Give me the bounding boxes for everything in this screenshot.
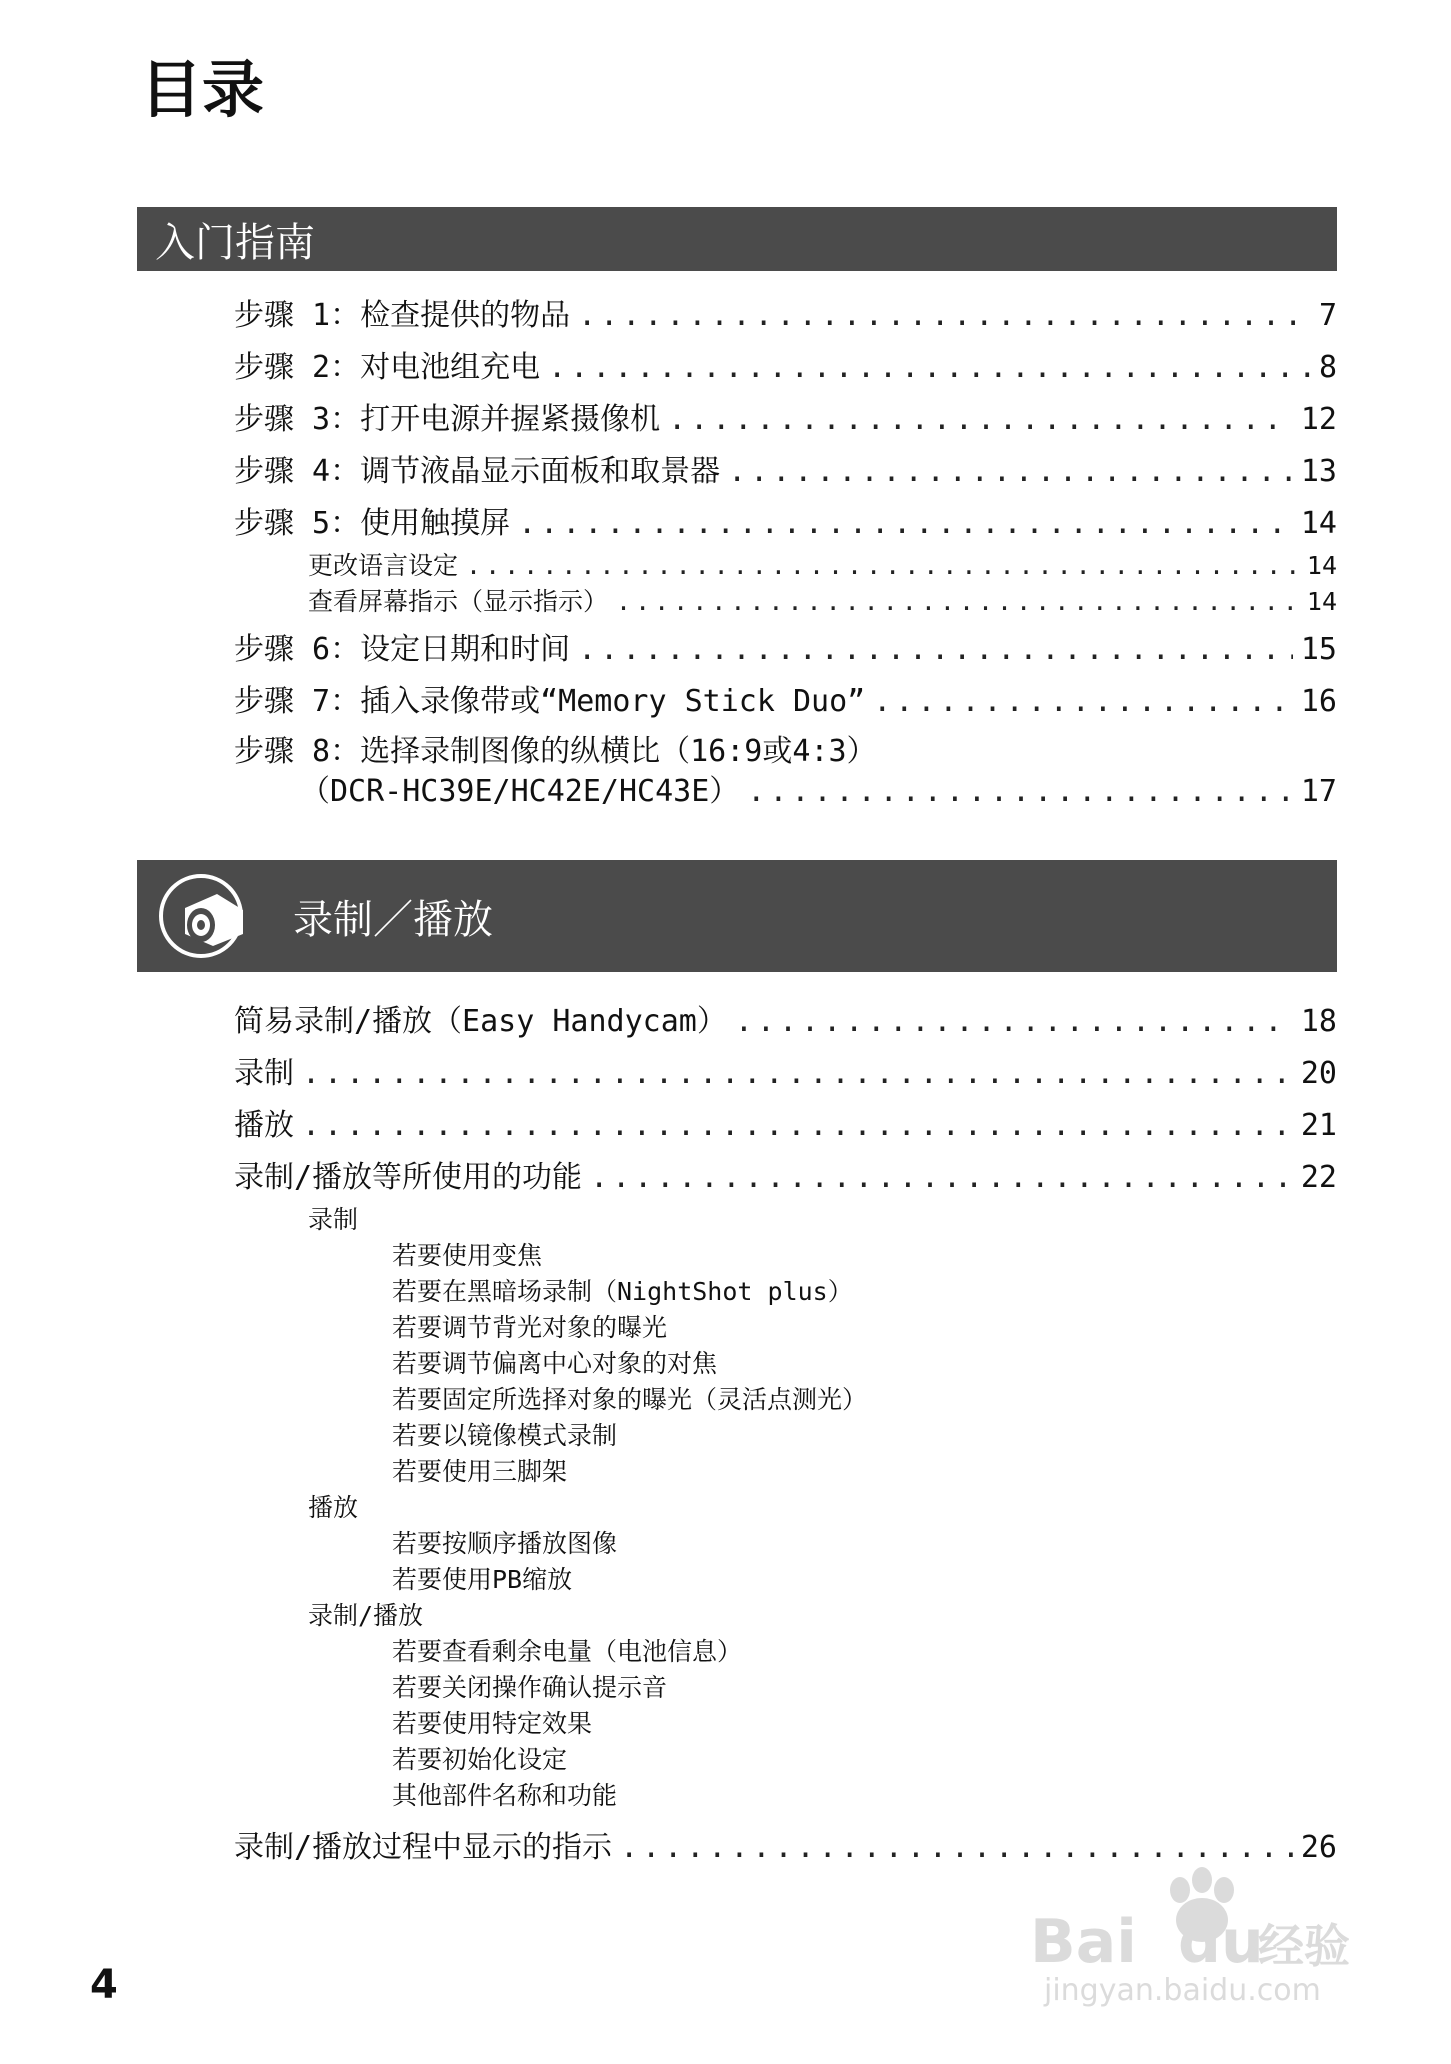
svg-text:经验: 经验: [1258, 1919, 1350, 1973]
toc-entry-label: 更改语言设定: [308, 551, 459, 580]
toc-subentry[interactable]: [308, 582, 1337, 618]
toc-entry[interactable]: [234, 996, 1337, 1040]
toc-entry-label: 若要使用特定效果: [392, 1709, 593, 1738]
svg-text:Bai: Bai: [1030, 1907, 1137, 1977]
toc-subitem[interactable]: [392, 1776, 1337, 1812]
toc-group-label[interactable]: [308, 1200, 1337, 1236]
camcorder-icon: [155, 870, 265, 962]
dot-leader: [668, 402, 1293, 437]
toc-entry-label: 步骤 3：打开电源并握紧摄像机: [234, 402, 661, 437]
toc-entry-page: 14: [1300, 506, 1337, 541]
toc-subitem[interactable]: [392, 1740, 1337, 1776]
toc-entry-label: 若要查看剩余电量（电池信息）: [392, 1637, 743, 1666]
toc-entry-label: （DCR-HC39E/HC42E/HC43E）: [300, 774, 740, 809]
toc-entry-label: 步骤 8：选择录制图像的纵横比（16:9或4:3）: [234, 734, 877, 769]
toc-entry-page: 15: [1300, 632, 1337, 667]
dot-leader: [466, 551, 1299, 580]
toc-entry-label: 若要在黑暗场录制（NightShot plus）: [392, 1277, 853, 1306]
toc-subitem[interactable]: [392, 1272, 1337, 1308]
dot-leader: [548, 350, 1311, 385]
toc-group-label[interactable]: [308, 1488, 1337, 1524]
toc-entry-page: 13: [1300, 454, 1337, 489]
toc-entry-page: 20: [1300, 1056, 1337, 1091]
page-number: 4: [90, 1962, 118, 2008]
toc-entry-page: 21: [1300, 1108, 1337, 1143]
toc-entry-label: 若要以镜像模式录制: [392, 1421, 618, 1450]
toc-entry[interactable]: [234, 290, 1337, 334]
toc-entry-label: 其他部件名称和功能: [392, 1781, 618, 1810]
toc-entry-label: 录制/播放等所使用的功能: [234, 1160, 583, 1195]
toc-subitem[interactable]: [392, 1560, 1337, 1596]
section-title: 入门指南: [155, 219, 315, 266]
toc-entry-page: 16: [1300, 684, 1337, 719]
toc-entry-label: 步骤 1：检查提供的物品: [234, 298, 571, 333]
toc-entry-label: 若要固定所选择对象的曝光（灵活点测光）: [392, 1385, 868, 1414]
toc-entry[interactable]: [234, 1048, 1337, 1092]
toc-entry[interactable]: [234, 624, 1337, 668]
dot-leader: [616, 587, 1299, 616]
toc-subitem[interactable]: [392, 1668, 1337, 1704]
dot-leader: [728, 454, 1293, 489]
toc-group-label[interactable]: [308, 1596, 1337, 1632]
toc-subitem[interactable]: [392, 1416, 1337, 1452]
toc-entry-continuation[interactable]: [300, 766, 1337, 810]
toc-subitem[interactable]: [392, 1524, 1337, 1560]
toc-entry[interactable]: [234, 446, 1337, 490]
toc-subitem[interactable]: [392, 1344, 1337, 1380]
toc-entry-label: 步骤 6：设定日期和时间: [234, 632, 571, 667]
toc-subitem[interactable]: [392, 1704, 1337, 1740]
toc-entry-label: 录制: [234, 1056, 294, 1091]
toc-entry-page: 12: [1300, 402, 1337, 437]
toc-entry-label: 录制/播放: [308, 1601, 424, 1630]
dot-leader: [735, 1004, 1293, 1039]
toc-entry[interactable]: [234, 1152, 1337, 1196]
toc-entry-label: 若要关闭操作确认提示音: [392, 1673, 668, 1702]
toc-entry-label: 步骤 2：对电池组充电: [234, 350, 541, 385]
section-title: 录制／播放: [293, 896, 493, 943]
toc-subitem[interactable]: [392, 1380, 1337, 1416]
dot-leader: [302, 1108, 1293, 1143]
section-header-getting-started: [137, 207, 1337, 271]
toc-entry-label: 步骤 4：调节液晶显示面板和取景器: [234, 454, 721, 489]
toc-entry-page: 17: [1300, 774, 1337, 809]
toc-entry-label: 若要使用PB缩放: [392, 1565, 573, 1594]
toc-entry-label: 若要按顺序播放图像: [392, 1529, 618, 1558]
toc-entry-label: 若要使用三脚架: [392, 1457, 568, 1486]
toc-entry-label: 步骤 7：插入录像带或“Memory Stick Duo”: [234, 684, 866, 719]
toc-subitem[interactable]: [392, 1632, 1337, 1668]
toc-entry-page: 14: [1306, 551, 1337, 580]
toc-entry-page: 14: [1306, 587, 1337, 616]
dot-leader: [578, 632, 1293, 667]
toc-entry[interactable]: [234, 1100, 1337, 1144]
toc-entry-label: 若要初始化设定: [392, 1745, 568, 1774]
toc-entry-label: 播放: [234, 1108, 294, 1143]
dot-leader: [873, 684, 1293, 719]
dot-leader: [518, 506, 1293, 541]
toc-entry-page: 8: [1318, 350, 1337, 385]
toc-entry-label: 步骤 5：使用触摸屏: [234, 506, 511, 541]
toc-entry-page: 26: [1300, 1830, 1337, 1865]
svg-text:du: du: [1178, 1907, 1264, 1977]
page-title: 目录: [140, 53, 265, 126]
toc-subentry[interactable]: [308, 546, 1337, 582]
toc-entry-label: 录制/播放过程中显示的指示: [234, 1830, 613, 1865]
toc-entry[interactable]: [234, 726, 1337, 770]
toc-subitem[interactable]: [392, 1308, 1337, 1344]
toc-entry-label: 查看屏幕指示（显示指示）: [308, 587, 609, 616]
toc-entry[interactable]: [234, 394, 1337, 438]
toc-entry[interactable]: [234, 342, 1337, 386]
toc-subitem[interactable]: [392, 1452, 1337, 1488]
toc-entry-label: 若要使用变焦: [392, 1241, 543, 1270]
baidu-watermark-logo: [1030, 1850, 1370, 2010]
dot-leader: [590, 1160, 1293, 1195]
toc-entry-page: 22: [1300, 1160, 1337, 1195]
toc-entry-page: 18: [1300, 1004, 1337, 1039]
toc-entry-label: 若要调节背光对象的曝光: [392, 1313, 668, 1342]
toc-entry[interactable]: [234, 676, 1337, 720]
toc-entry-label: 若要调节偏离中心对象的对焦: [392, 1349, 718, 1378]
section-header-recording-playback: [137, 860, 1337, 972]
svg-text:jingyan.baidu.com: jingyan.baidu.com: [1044, 1973, 1321, 2008]
toc-entry[interactable]: [234, 498, 1337, 542]
toc-entry-label: 简易录制/播放（Easy Handycam）: [234, 1004, 727, 1039]
toc-entry-page: 7: [1318, 298, 1337, 333]
dot-leader: [747, 774, 1293, 809]
toc-subitem[interactable]: [392, 1236, 1337, 1272]
dot-leader: [578, 298, 1311, 333]
dot-leader: [302, 1056, 1293, 1091]
toc-entry-label: 录制: [308, 1205, 359, 1234]
toc-entry-label: 播放: [308, 1493, 359, 1522]
